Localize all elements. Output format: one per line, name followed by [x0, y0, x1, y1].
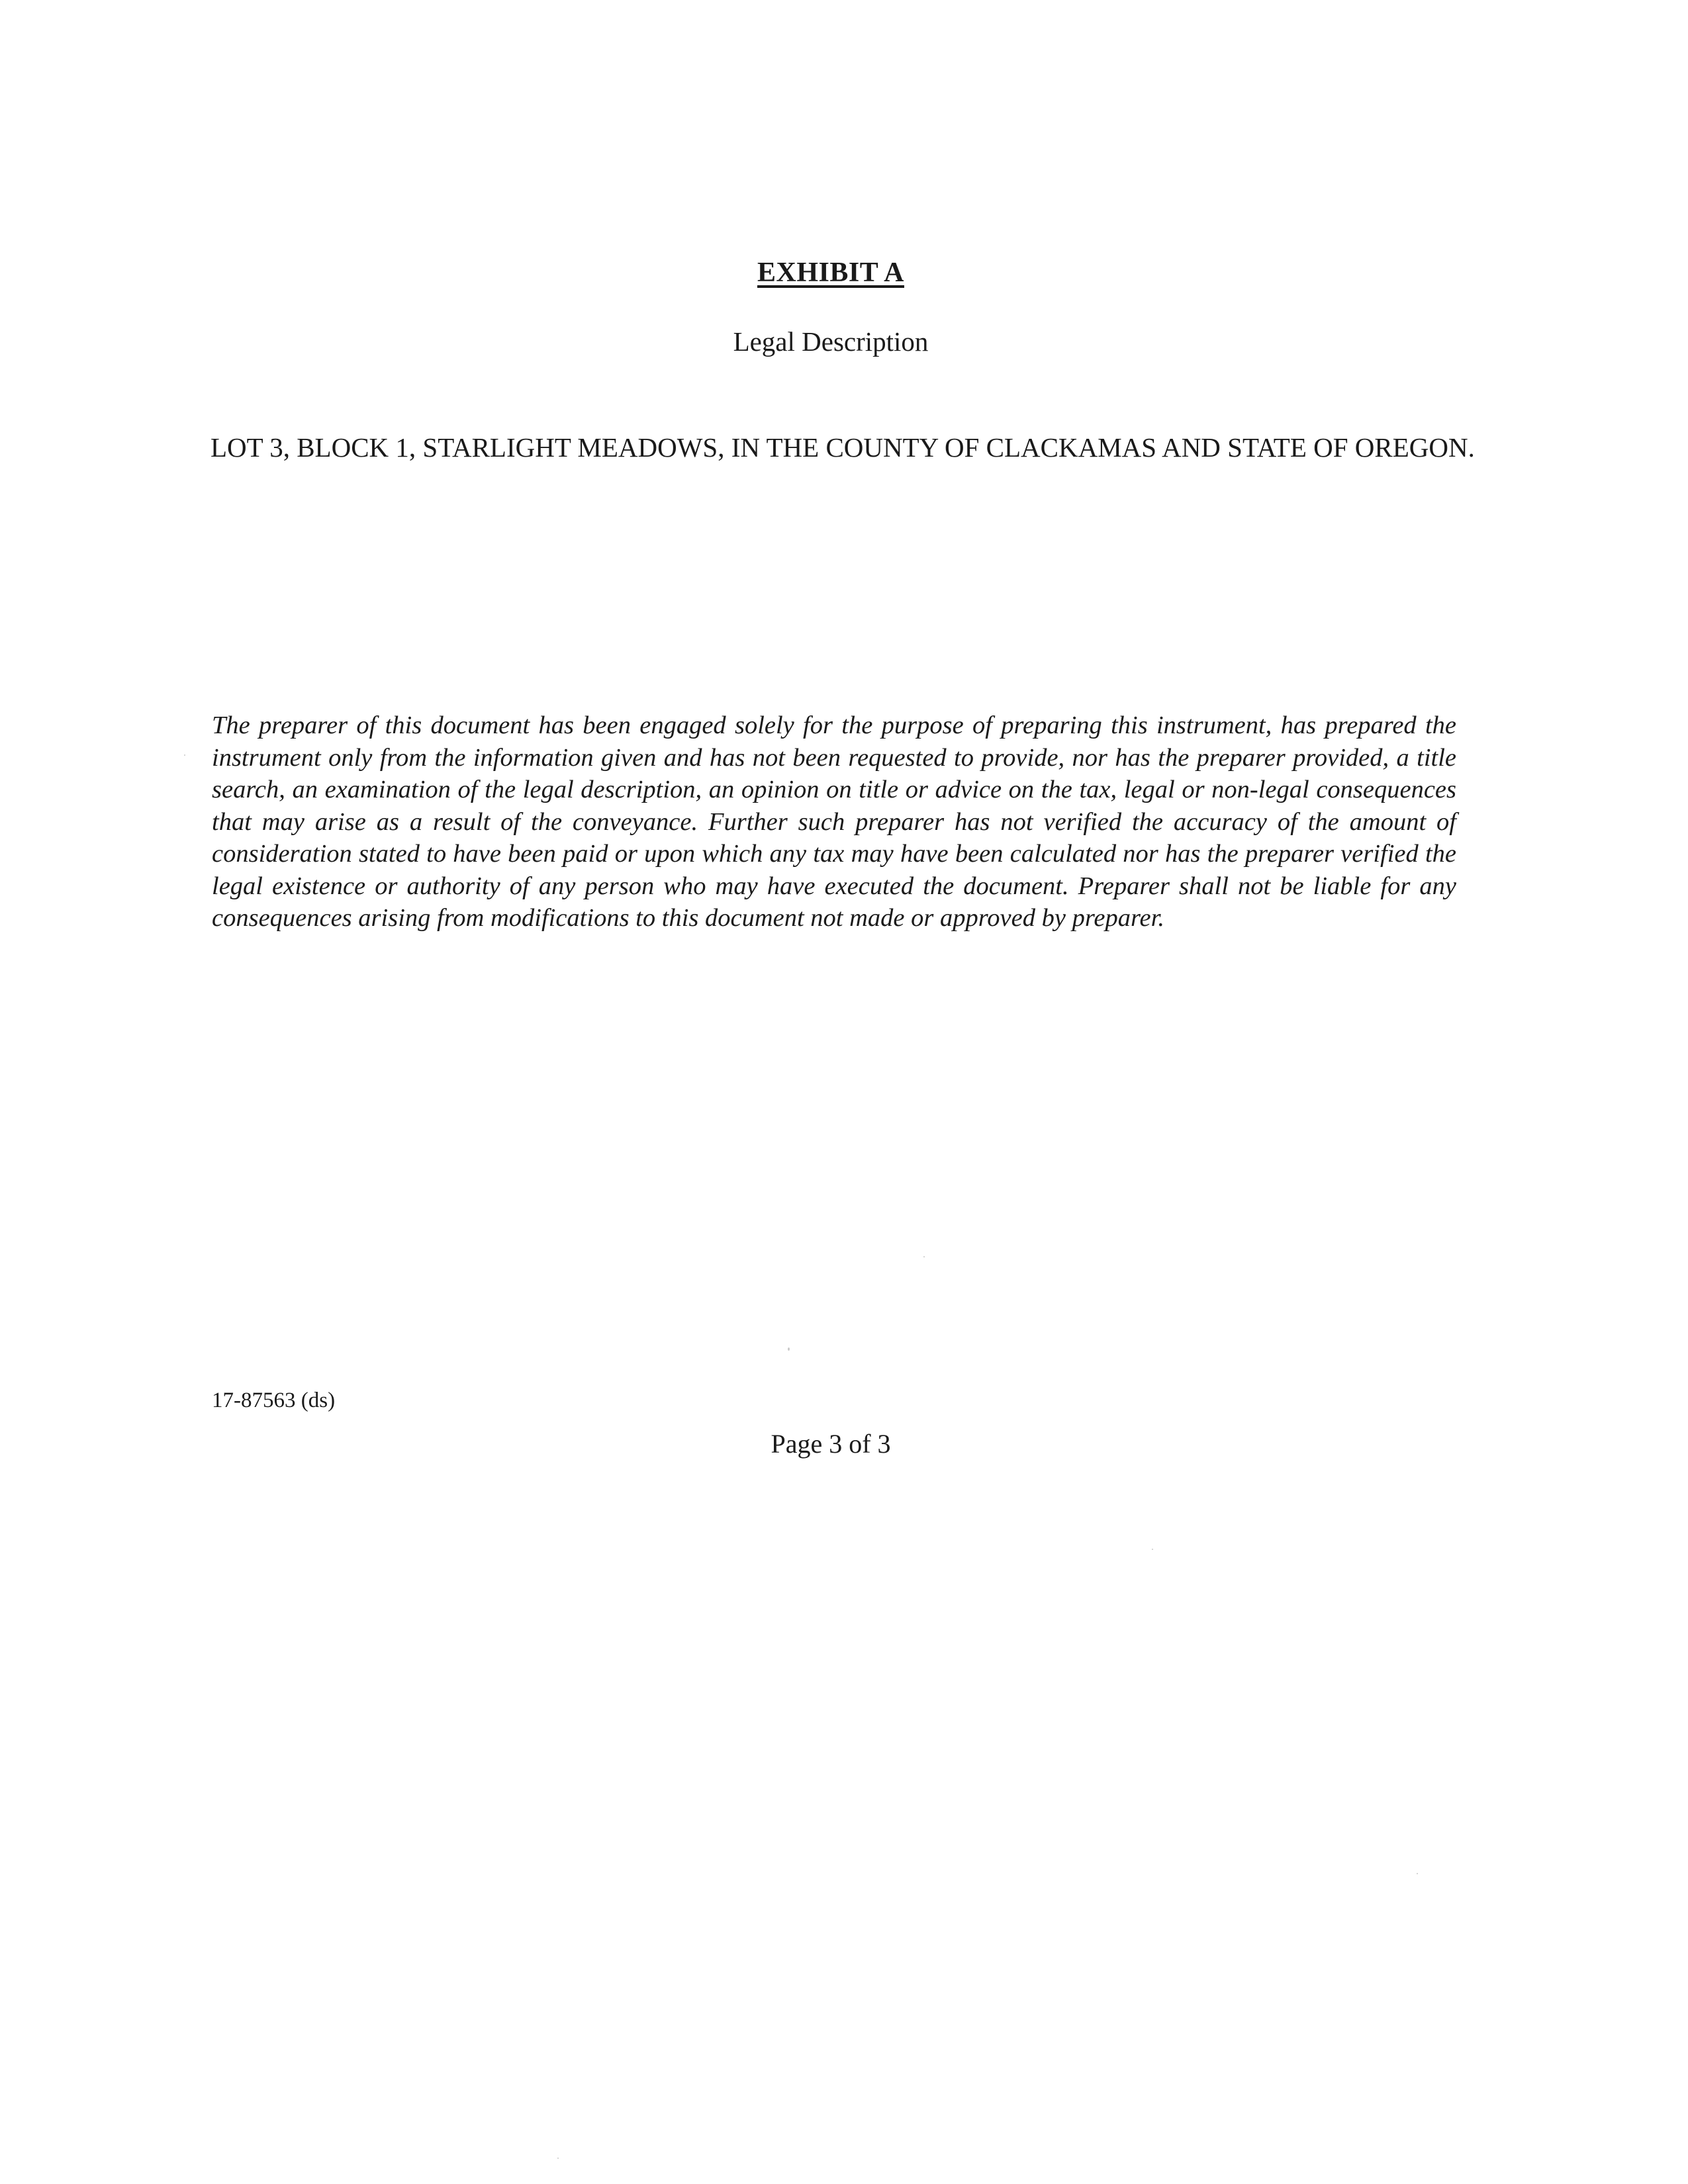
preparer-disclaimer: The preparer of this document has been engaged solely for the purpose of preparing this instrument, has prepared the instrument only from the information given and has not been requested to provide, nor has the preparer provided, a title search, an examination of the legal description, an opinion on title or advice on the tax, legal or non-legal consequences that may arise as a result of the conveyance. Further such preparer has not verified the accuracy of the amount of consideration stated to have been paid or upon which any tax may have been calculated nor has the preparer verified the legal existence or authority of any person who may have executed the document. Preparer shall not be liable for any consequences arising from modifications to this document not made or approved by preparer.: [212, 711, 1456, 932]
scan-speck: [1152, 1549, 1153, 1550]
scan-speck: [788, 1347, 790, 1351]
scan-speck: [1417, 1873, 1418, 1874]
scan-speck: [184, 754, 185, 756]
exhibit-title: EXHIBIT A: [757, 257, 904, 288]
page-number: Page 3 of 3: [771, 1429, 891, 1459]
scan-speck: [923, 1256, 925, 1257]
legal-description: LOT 3, BLOCK 1, STARLIGHT MEADOWS, IN THE COUNTY OF CLACKAMAS AND STATE OF OREGON.: [211, 432, 1475, 463]
document-number: 17-87563 (ds): [212, 1388, 336, 1412]
scan-speck: [557, 2158, 559, 2159]
exhibit-subtitle: Legal Description: [733, 326, 929, 357]
